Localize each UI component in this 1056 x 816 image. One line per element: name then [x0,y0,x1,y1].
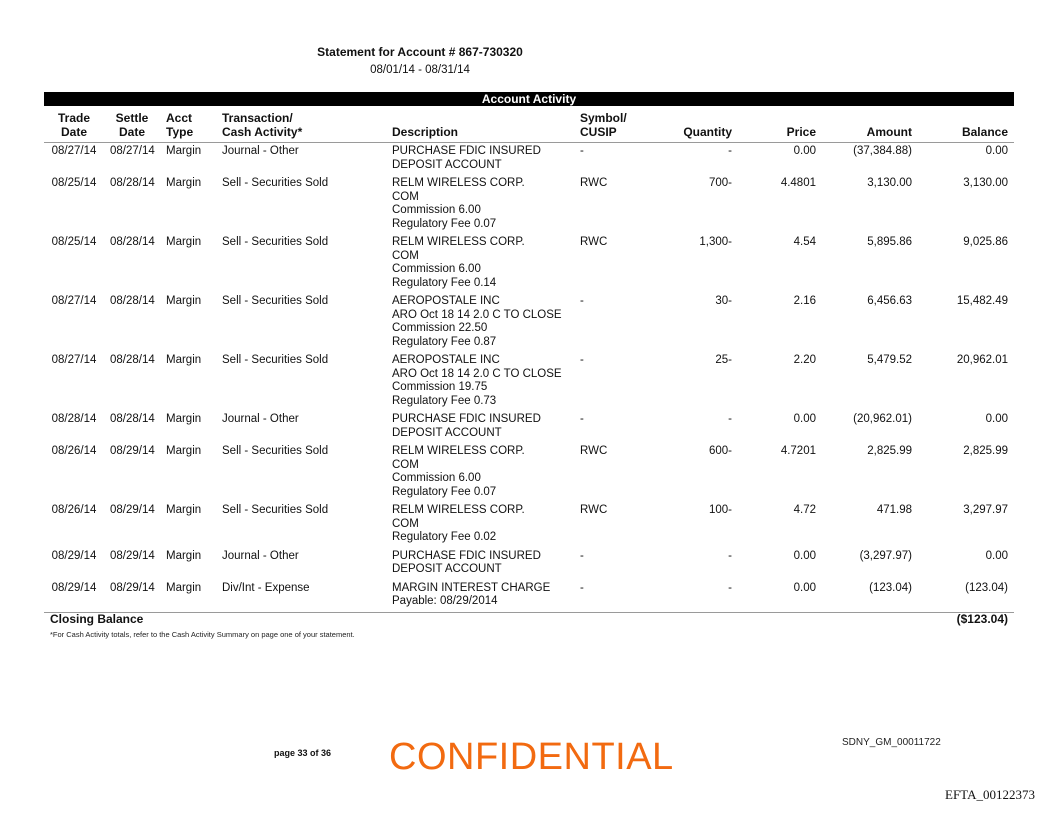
efta-number: EFTA_00122373 [945,787,1035,802]
cell-quantity: - [728,145,732,157]
page-number: page 33 of 36 [274,748,332,758]
cell-price: 4.72 [793,504,816,516]
footnote: *For Cash Activity totals, refer to the Cash Activity Summary on page one of your statement. [50,630,355,639]
cell-price: 4.4801 [780,177,816,189]
description-line: COM [392,517,419,530]
description-line: Regulatory Fee 0.87 [392,335,497,348]
cell-amount: (37,384.88) [853,145,912,157]
cell-settle-date: 08/28/14 [110,236,155,248]
cell-amount: 6,456.63 [867,295,912,307]
table-row [44,443,1014,502]
table-row [44,502,1014,548]
cell-settle-date: 08/29/14 [110,445,155,457]
cell-transaction: Sell - Securities Sold [222,295,329,307]
cell-transaction: Sell - Securities Sold [222,445,329,457]
cell-settle-date: 08/27/14 [110,145,155,157]
confidential-stamp: CONFIDENTIAL [389,736,674,778]
cell-acct-type: Margin [166,354,202,366]
section-banner: Account Activity [44,92,1014,106]
cell-price: 0.00 [793,549,816,562]
cell-amount: 3,130.00 [867,177,912,189]
cell-price: 4.7201 [780,445,816,457]
description-line: MARGIN INTEREST CHARGE [392,581,551,594]
cell-description [386,352,574,411]
table-body [44,143,1014,613]
statement-header [0,45,840,77]
cell-transaction: Sell - Securities Sold [222,177,329,189]
cell-amount: 5,895.86 [867,236,912,248]
cell-settle-date: 08/29/14 [110,549,155,562]
account-activity-table [44,112,1014,613]
cell-acct-type: Margin [166,145,202,157]
col-symbol: Symbol/ CUSIP [574,112,656,143]
cell-settle-date: 08/28/14 [110,413,155,425]
description-line: Commission 6.00 [392,263,481,275]
cell-transaction: Div/Int - Expense [216,580,386,613]
cell-symbol: - [580,354,584,366]
cell-trade-date: 08/26/14 [51,445,97,457]
cell-description [386,502,574,548]
cell-price: 0.00 [793,413,816,425]
cell-price: 2.20 [793,354,816,366]
cell-acct-type: Margin [166,236,202,248]
cell-description [386,548,574,580]
cell-trade-date: 08/29/14 [44,580,104,613]
cell-description [386,443,574,502]
cell-quantity: 100- [708,504,732,516]
cell-description [386,175,574,234]
cell-quantity: 25- [715,354,732,366]
cell-balance: 9,025.86 [963,236,1008,248]
closing-balance-value: ($123.04) [956,612,1008,626]
cell-settle-date: 08/28/14 [110,295,155,307]
table-row [44,548,1014,580]
col-transaction: Transaction/ Cash Activity* [216,112,386,143]
cell-quantity: 700- [708,177,732,189]
description-line: Regulatory Fee 0.14 [392,276,497,289]
col-amount: Amount [822,112,918,143]
cell-symbol: RWC [580,236,608,248]
description-line: Regulatory Fee 0.02 [392,531,497,543]
description-line: Payable: 08/29/2014 [392,595,498,607]
cell-transaction: Sell - Securities Sold [222,504,329,516]
cell-acct-type: Margin [160,580,216,613]
description-line: COM [392,190,419,203]
cell-acct-type: Margin [166,413,202,425]
description-line: Regulatory Fee 0.07 [392,217,497,230]
col-balance: Balance [918,112,1014,143]
cell-trade-date: 08/27/14 [51,145,97,157]
description-line: DEPOSIT ACCOUNT [392,426,502,439]
cell-transaction: Journal - Other [222,413,299,425]
table-row [44,580,1014,613]
cell-balance: 3,130.00 [963,177,1008,189]
description-line: PURCHASE FDIC INSURED [392,549,541,562]
description-line: ARO Oct 18 14 2.0 C TO CLOSE [392,308,562,321]
cell-quantity: 600- [708,445,732,457]
cell-balance: 0.00 [985,549,1008,562]
description-line: DEPOSIT ACCOUNT [392,563,502,575]
cell-symbol: - [580,413,584,425]
cell-acct-type: Margin [166,549,202,562]
description-line: Commission 22.50 [392,322,488,334]
cell-trade-date: 08/25/14 [51,177,97,189]
cell-settle-date: 08/28/14 [110,354,155,366]
cell-trade-date: 08/29/14 [51,549,97,562]
cell-balance: 20,962.01 [956,354,1008,366]
col-description: Description [386,112,574,143]
description-line: PURCHASE FDIC INSURED [392,413,541,425]
cell-amount: 5,479.52 [867,354,912,366]
description-line: Commission 6.00 [392,204,481,216]
description-line: Commission 6.00 [392,472,481,484]
cell-symbol: - [580,145,584,157]
description-line: Regulatory Fee 0.07 [392,485,497,498]
cell-balance: (123.04) [918,580,1014,613]
description-line: AEROPOSTALE INC [392,354,500,366]
cell-transaction: Journal - Other [222,549,299,562]
description-line: COM [392,458,419,471]
cell-symbol: - [574,580,656,613]
description-line: RELM WIRELESS CORP. [392,445,525,457]
col-trade-date: Trade Date [44,112,104,143]
description-line: AEROPOSTALE INC [392,295,500,307]
cell-quantity: - [656,580,738,613]
cell-quantity: 30- [715,295,732,307]
cell-amount: (20,962.01) [853,413,912,425]
cell-balance: 0.00 [985,413,1008,425]
cell-amount: (123.04) [822,580,918,613]
cell-amount: 2,825.99 [867,445,912,457]
cell-symbol: - [580,295,584,307]
cell-acct-type: Margin [166,177,202,189]
cell-acct-type: Margin [166,504,202,516]
cell-trade-date: 08/27/14 [51,295,97,307]
table-row [44,175,1014,234]
description-line: COM [392,249,419,262]
cell-description [386,234,574,293]
description-line: ARO Oct 18 14 2.0 C TO CLOSE [392,367,562,380]
closing-balance-label: Closing Balance [50,612,144,626]
table-header-row [44,112,1014,143]
cell-transaction: Journal - Other [222,145,299,157]
cell-balance: 15,482.49 [956,295,1008,307]
cell-price: 0.00 [738,580,822,613]
cell-balance: 2,825.99 [963,445,1008,457]
description-line: DEPOSIT ACCOUNT [392,158,502,171]
col-settle-date: Settle Date [104,112,160,143]
table-row [44,234,1014,293]
description-line: RELM WIRELESS CORP. [392,236,525,248]
cell-symbol: - [580,549,584,562]
cell-settle-date: 08/29/14 [104,580,160,613]
description-line: RELM WIRELESS CORP. [392,504,525,516]
cell-quantity: 1,300- [699,236,732,248]
cell-price: 2.16 [793,295,816,307]
cell-amount: (3,297.97) [859,549,912,562]
cell-acct-type: Margin [166,295,202,307]
col-price: Price [738,112,822,143]
col-acct-type: Acct Type [160,112,216,143]
cell-price: 4.54 [793,236,816,248]
cell-acct-type: Margin [166,445,202,457]
cell-trade-date: 08/28/14 [51,413,97,425]
cell-transaction: Sell - Securities Sold [222,236,329,248]
cell-trade-date: 08/26/14 [51,504,97,516]
cell-description [386,143,574,176]
cell-symbol: RWC [580,445,608,457]
table-row [44,143,1014,176]
cell-description [386,411,574,443]
cell-balance: 3,297.97 [963,504,1008,516]
cell-transaction: Sell - Securities Sold [222,354,329,366]
cell-symbol: RWC [580,504,608,516]
description-line: Commission 19.75 [392,381,488,393]
table-row [44,411,1014,443]
cell-settle-date: 08/28/14 [110,177,155,189]
cell-amount: 471.98 [876,504,912,516]
statement-period: 08/01/14 - 08/31/14 [370,64,470,76]
cell-balance: 0.00 [985,145,1008,157]
bates-number: SDNY_GM_00011722 [842,737,941,748]
statement-title: Statement for Account # 867-730320 [317,45,523,59]
cell-description [386,293,574,352]
cell-description [386,580,574,613]
cell-symbol: RWC [580,177,608,189]
table-row [44,293,1014,352]
cell-trade-date: 08/25/14 [51,236,97,248]
cell-settle-date: 08/29/14 [110,504,155,516]
cell-price: 0.00 [793,145,816,157]
cell-quantity: - [728,413,732,425]
col-quantity: Quantity [656,112,738,143]
description-line: Regulatory Fee 0.73 [392,394,497,407]
cell-trade-date: 08/27/14 [51,354,97,366]
description-line: PURCHASE FDIC INSURED [392,145,541,157]
table-row [44,352,1014,411]
description-line: RELM WIRELESS CORP. [392,177,525,189]
cell-quantity: - [728,549,732,562]
